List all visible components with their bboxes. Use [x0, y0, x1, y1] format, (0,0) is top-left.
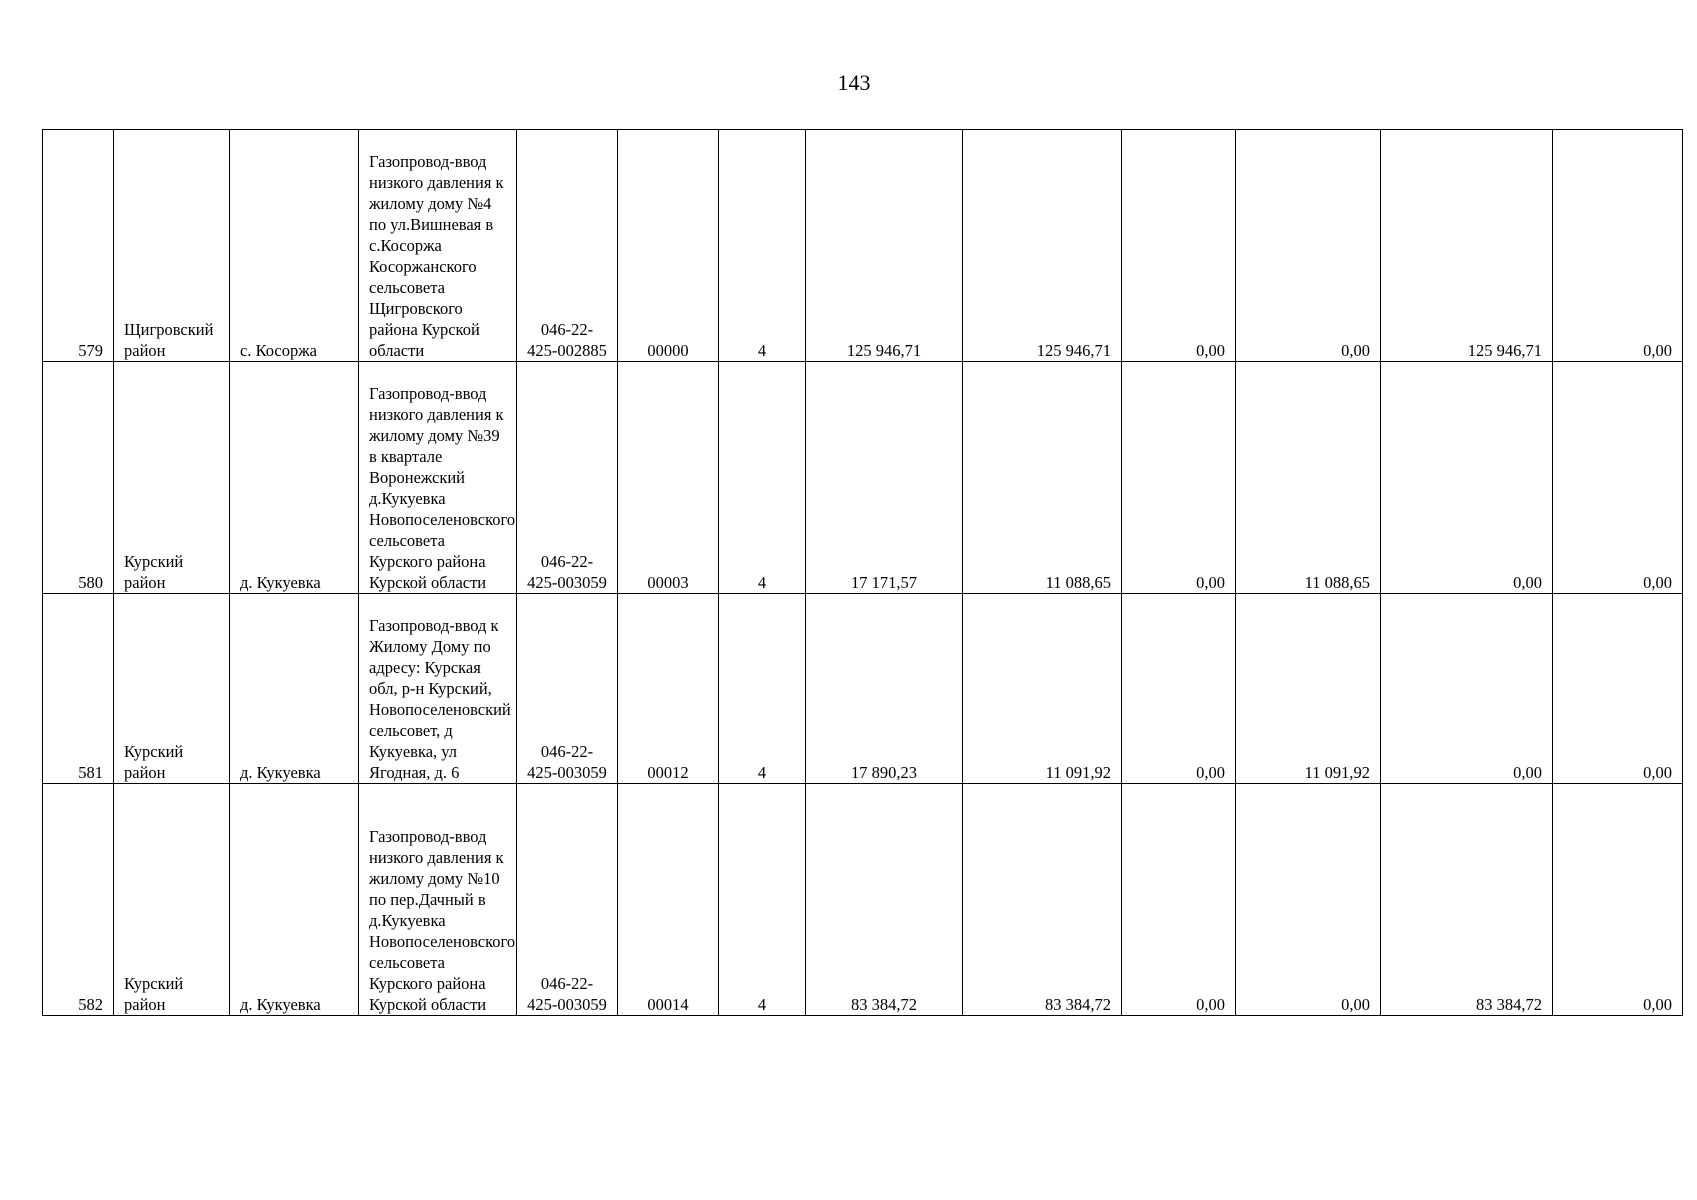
- value-cell-5: 83 384,72: [1381, 784, 1553, 1016]
- value-cell-1: 17 890,23: [806, 594, 963, 784]
- value-cell-3: 0,00: [1122, 594, 1236, 784]
- table-row: [43, 130, 1683, 362]
- subcode-cell: 00003: [618, 362, 719, 594]
- district-cell: Курский район: [114, 594, 230, 784]
- table-row: [43, 594, 1683, 784]
- row-number: 579: [43, 130, 114, 362]
- category-cell: 4: [719, 130, 806, 362]
- description-cell: Газопровод-ввод низкого давления к жилому дому №4 по ул.Вишневая в с.Косоржа Косоржанского сельсовета Щигровского района Курской области: [359, 130, 517, 362]
- value-cell-4: 0,00: [1236, 130, 1381, 362]
- locality-cell: с. Косоржа: [230, 130, 359, 362]
- value-cell-4: 11 088,65: [1236, 362, 1381, 594]
- value-cell-4: 0,00: [1236, 784, 1381, 1016]
- value-cell-6: 0,00: [1553, 362, 1683, 594]
- value-cell-1: 83 384,72: [806, 784, 963, 1016]
- category-cell: 4: [719, 784, 806, 1016]
- code-cell: 046-22-425-002885: [517, 130, 618, 362]
- value-cell-2: 125 946,71: [963, 130, 1122, 362]
- code-cell: 046-22-425-003059: [517, 784, 618, 1016]
- page-number: 143: [837, 70, 871, 95]
- value-cell-2: 11 091,92: [963, 594, 1122, 784]
- value-cell-5: 0,00: [1381, 362, 1553, 594]
- row-number: 580: [43, 362, 114, 594]
- value-cell-3: 0,00: [1122, 362, 1236, 594]
- subcode-cell: 00000: [618, 130, 719, 362]
- category-cell: 4: [719, 594, 806, 784]
- value-cell-6: 0,00: [1553, 130, 1683, 362]
- table-row: [43, 784, 1683, 1016]
- value-cell-6: 0,00: [1553, 594, 1683, 784]
- value-cell-5: 125 946,71: [1381, 130, 1553, 362]
- value-cell-1: 17 171,57: [806, 362, 963, 594]
- row-number: 581: [43, 594, 114, 784]
- table-row: [43, 362, 1683, 594]
- value-cell-1: 125 946,71: [806, 130, 963, 362]
- value-cell-6: 0,00: [1553, 784, 1683, 1016]
- register-table: [42, 129, 1683, 1016]
- locality-cell: д. Кукуевка: [230, 362, 359, 594]
- subcode-cell: 00014: [618, 784, 719, 1016]
- value-cell-4: 11 091,92: [1236, 594, 1381, 784]
- category-cell: 4: [719, 362, 806, 594]
- value-cell-2: 11 088,65: [963, 362, 1122, 594]
- value-cell-3: 0,00: [1122, 130, 1236, 362]
- district-cell: Курский район: [114, 362, 230, 594]
- district-cell: Курский район: [114, 784, 230, 1016]
- description-cell: Газопровод-ввод низкого давления к жилому дому №39 в квартале Воронежский д.Кукуевка Новопоселеновского сельсовета Курского района Курской области: [359, 362, 517, 594]
- value-cell-5: 0,00: [1381, 594, 1553, 784]
- row-number: 582: [43, 784, 114, 1016]
- description-cell: Газопровод-ввод низкого давления к жилому дому №10 по пер.Дачный в д.Кукуевка Новопоселеновского сельсовета Курского района Курской области: [359, 784, 517, 1016]
- value-cell-3: 0,00: [1122, 784, 1236, 1016]
- district-cell: Щигровский район: [114, 130, 230, 362]
- code-cell: 046-22-425-003059: [517, 594, 618, 784]
- subcode-cell: 00012: [618, 594, 719, 784]
- locality-cell: д. Кукуевка: [230, 784, 359, 1016]
- locality-cell: д. Кукуевка: [230, 594, 359, 784]
- value-cell-2: 83 384,72: [963, 784, 1122, 1016]
- description-cell: Газопровод-ввод к Жилому Дому по адресу: Курская обл, р-н Курский, Новопоселеновский сельсовет, д Кукуевка, ул Ягодная, д. 6: [359, 594, 517, 784]
- code-cell: 046-22-425-003059: [517, 362, 618, 594]
